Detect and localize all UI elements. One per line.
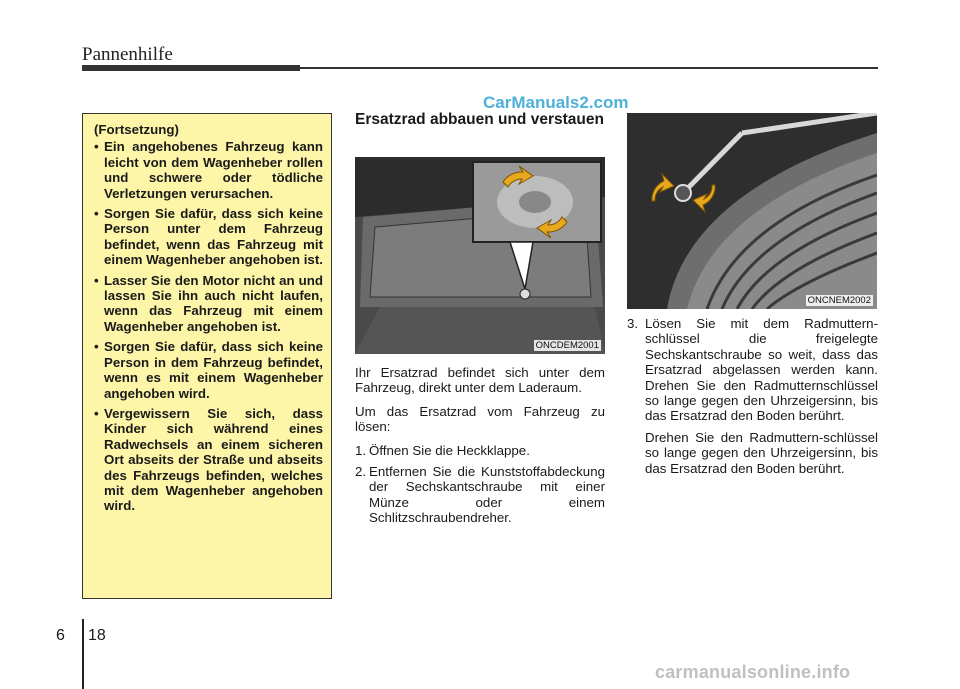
chapter-number: 6 [56, 627, 65, 644]
section-heading: Ersatzrad abbauen und verstauen [355, 111, 604, 128]
intro-paragraph: Um das Ersatzrad vom Fahrzeug zu lösen: [355, 403, 605, 435]
wheel-wrench-illustration [627, 113, 877, 309]
warning-item: • Lasser Sie den Motor nicht an und lassen Sie ihn auch nicht laufen, wenn das Fahrzeug mit einem Wagenheber angehoben ist. [92, 273, 323, 335]
warning-heading: (Fortsetzung) [94, 122, 179, 137]
warning-item: • Sorgen Sie dafür, dass sich keine Person unter dem Fahrzeug befindet, wenn das Fahrzeug mit einem Wagenheber angehoben ist. [92, 206, 323, 268]
footer-divider [82, 619, 84, 689]
watermark-bottom: carmanualsonline.info [655, 662, 851, 682]
warning-item: • Ein angehobenes Fahrzeug kann leicht von dem Wagenheber rollen und schwere oder tödliche Verletzungen verursachen. [92, 139, 323, 201]
watermark-top: CarManuals2.com [483, 93, 629, 112]
intro-paragraph: Ihr Ersatzrad befindet sich unter dem Fahrzeug, direkt unter dem Laderaum. [355, 365, 605, 396]
trunk-figure [355, 157, 605, 354]
trunk-illustration [355, 157, 605, 354]
section-title: Pannenhilfe [82, 44, 173, 65]
instructions-column-left [355, 365, 605, 532]
step-number: 2. [355, 464, 367, 480]
step-continuation: Drehen Sie den Radmuttern-schlüssel so lange gegen den Uhrzeigersinn, bis das Ersatzrad den Boden berührt. [645, 429, 878, 476]
step-item [627, 316, 878, 424]
step-number: 3. [627, 316, 639, 331]
warning-box [82, 113, 332, 599]
page-number: 18 [88, 627, 106, 644]
step-number: 1. [355, 442, 367, 458]
step-text: Lösen Sie mit dem Radmuttern-schlüssel die freigelegte Sechskantschraube so weit, dass das Ersatzrad abgelassen werden kann. Drehen Sie den Radmutternschlüssel so lange gegen den Uhrzeigersinn, bis das Ersatzrad den Boden berührt. [645, 316, 878, 424]
warning-list [92, 139, 323, 513]
instructions-column-right [627, 316, 878, 476]
figure-code: ONCDEM2001 [535, 340, 599, 351]
step-text: Entfernen Sie die Kunststoffabdeckung der Sechskantschraube mit einer Münze oder einem Schlitzschraubendreher. [369, 464, 605, 526]
warning-item: • Sorgen Sie dafür, dass sich keine Person in dem Fahrzeug befindet, wenn es mit einem Wagenheber angehoben wird. [92, 339, 323, 401]
figure-code: ONCNEM2002 [807, 295, 871, 306]
step-item [355, 443, 605, 458]
header-rule-thin [300, 67, 878, 69]
step-item [355, 464, 605, 526]
step-text: Öffnen Sie die Heckklappe. [369, 442, 530, 458]
spare-wheel-figure [627, 113, 877, 309]
header-rule-thick [82, 65, 300, 71]
warning-item: • Vergewissern Sie sich, dass Kinder sich während eines Radwechsels an einem sicheren Ort abseits der Straße und abseits des Fahrzeugs befinden, welches mit dem Wagenheber angehoben wird. [92, 406, 323, 514]
